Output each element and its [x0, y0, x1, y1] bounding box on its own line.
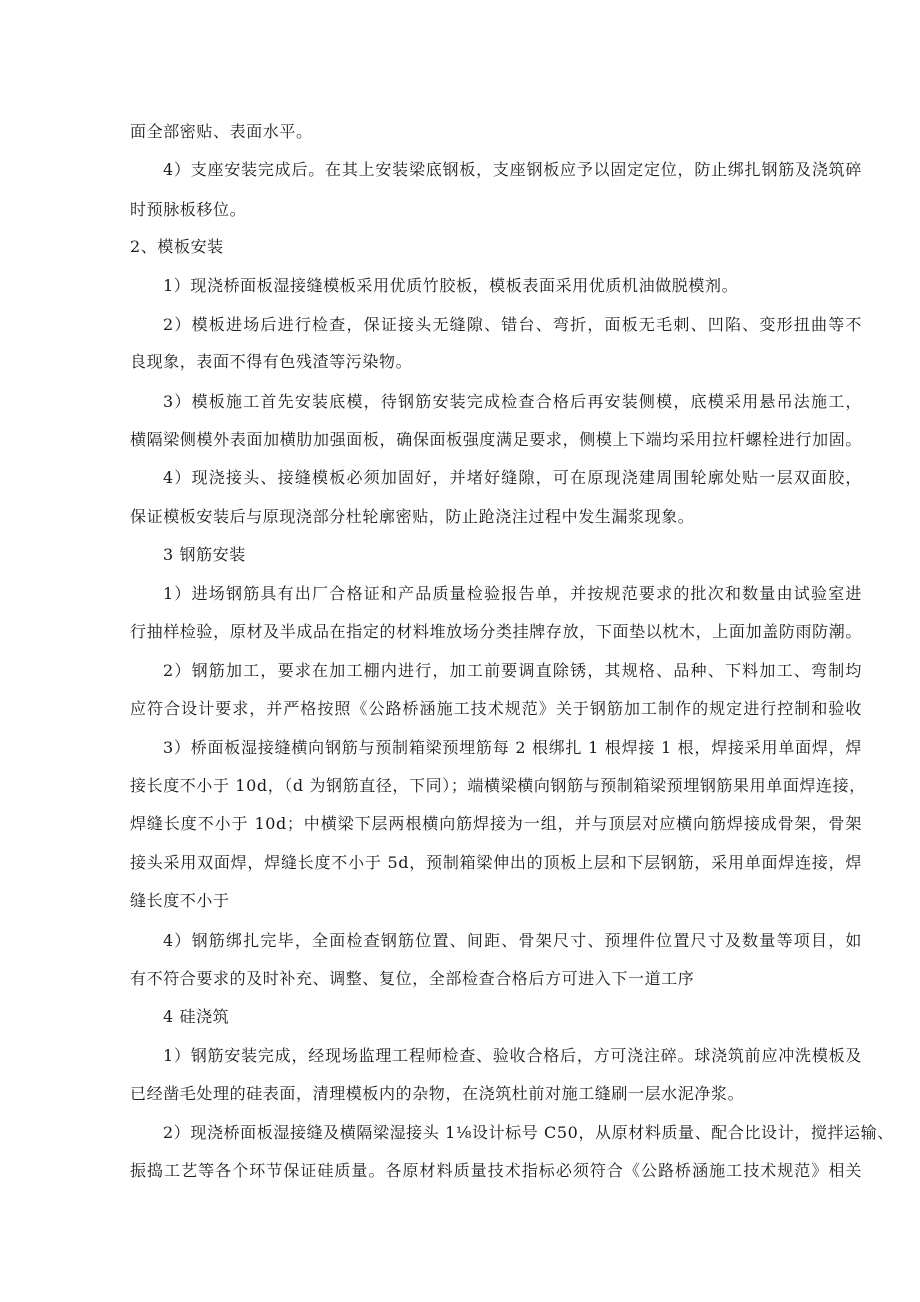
text-line: 保证模板安装后与原现浇部分杜轮廓密贴，防止跄浇注过程中发生漏浆现象。 — [130, 507, 695, 526]
text-line: 1）现浇桥面板湿接缝模板采用优质竹胶板，模板表面采用优质机油做脱模剂。 — [163, 276, 739, 295]
text-line: 3）桥面板湿接缝横向钢筋与预制箱梁预埋筋每 2 根绑扎 1 根焊接 1 根，焊接采用单面焊，焊 — [163, 738, 862, 757]
text-line: 接头采用双面焊，焊缝长度不小于 5d，预制箱梁伸出的顶板上层和下层钢筋，采用单面焊连接，焊 — [130, 853, 862, 872]
text-line: 4）支座安装完成后。在其上安装梁底钢板，支座钢板应予以固定定位，防止绑扎钢筋及浇筑碎 — [163, 160, 862, 179]
text-line: 4）钢筋绑扎完毕，全面检查钢筋位置、间距、骨架尺寸、预埋件位置尺寸及数量等项目，如 — [163, 931, 862, 950]
text-line: 行抽样检验，原材及半成品在指定的材料堆放场分类挂牌存放，下面垫以枕木，上面加盖防雨防潮。 — [130, 622, 862, 641]
text-line: 已经凿毛处理的硅表面，清理模板内的杂物，在浇筑杜前对施工缝刷一层水泥净浆。 — [130, 1084, 745, 1103]
text-line: 时预脉板移位。 — [130, 200, 247, 219]
text-line: 缝长度不小于 — [130, 891, 230, 910]
text-line: 2）钢筋加工，要求在加工棚内进行，加工前要调直除锈，其规格、品种、下料加工、弯制均 — [163, 661, 862, 680]
text-line: 4）现浇接头、接缝模板必须加固好，并堵好缝隙，可在原现浇建周围轮廓处贴一层双面胶， — [163, 468, 862, 487]
text-line: 接长度不小于 10d，（d 为钢筋直径，下同）；端横梁横向钢筋与预制箱梁预埋钢筋果用单面焊连接， — [130, 776, 866, 795]
text-line: 焊缝长度不小于 10d；中横梁下层两根横向筋焊接为一组，并与顶层对应横向筋焊接成骨架，骨架 — [130, 814, 862, 833]
section-heading: 2、模板安装 — [130, 237, 224, 256]
text-line: 振捣工艺等各个环节保证硅质量。各原材料质量技术指标必须符合《公路桥涵施工技术规范》相关 — [130, 1161, 862, 1180]
text-line: 1）钢筋安装完成，经现场监理工程师检查、验收合格后，方可浇注碎。球浇筑前应冲洗模板及 — [163, 1046, 862, 1065]
text-line: 横隔梁侧模外表面加横肋加强面板，确保面板强度满足要求，侧模上下端均采用拉杆螺栓进行加固。 — [130, 430, 862, 449]
text-line: 良现象，表面不得有色残渣等污染物。 — [130, 352, 413, 371]
section-heading: 4 硅浇筑 — [163, 1007, 230, 1026]
text-line: 应符合设计要求，并严格按照《公路桥涵施工技术规范》关于钢筋加工制作的规定进行控制和验收 — [130, 699, 862, 718]
text-line: 2）现浇桥面板湿接缝及横隔梁湿接头 1⅛设计标号 C50，从原材料质量、配合比设计，搅拌运输、 — [163, 1123, 894, 1142]
text-line: 有不符合要求的及时补充、调整、复位，全部检查合格后方可进入下一道工序 — [130, 969, 695, 988]
text-line: 1）进场钢筋具有出厂合格证和产品质量检验报告单，并按规范要求的批次和数量由试验室进 — [163, 584, 862, 603]
text-line: 2）模板进场后进行检查，保证接头无缝隙、错台、弯折，面板无毛刺、凹陷、变形扭曲等不 — [163, 315, 862, 334]
section-heading: 3 钢筋安装 — [163, 545, 246, 564]
text-line: 面全部密贴、表面水平。 — [130, 122, 313, 141]
text-line: 3）模板施工首先安装底模，待钢筋安装完成检查合格后再安装侧模，底模采用悬吊法施工， — [163, 392, 862, 411]
